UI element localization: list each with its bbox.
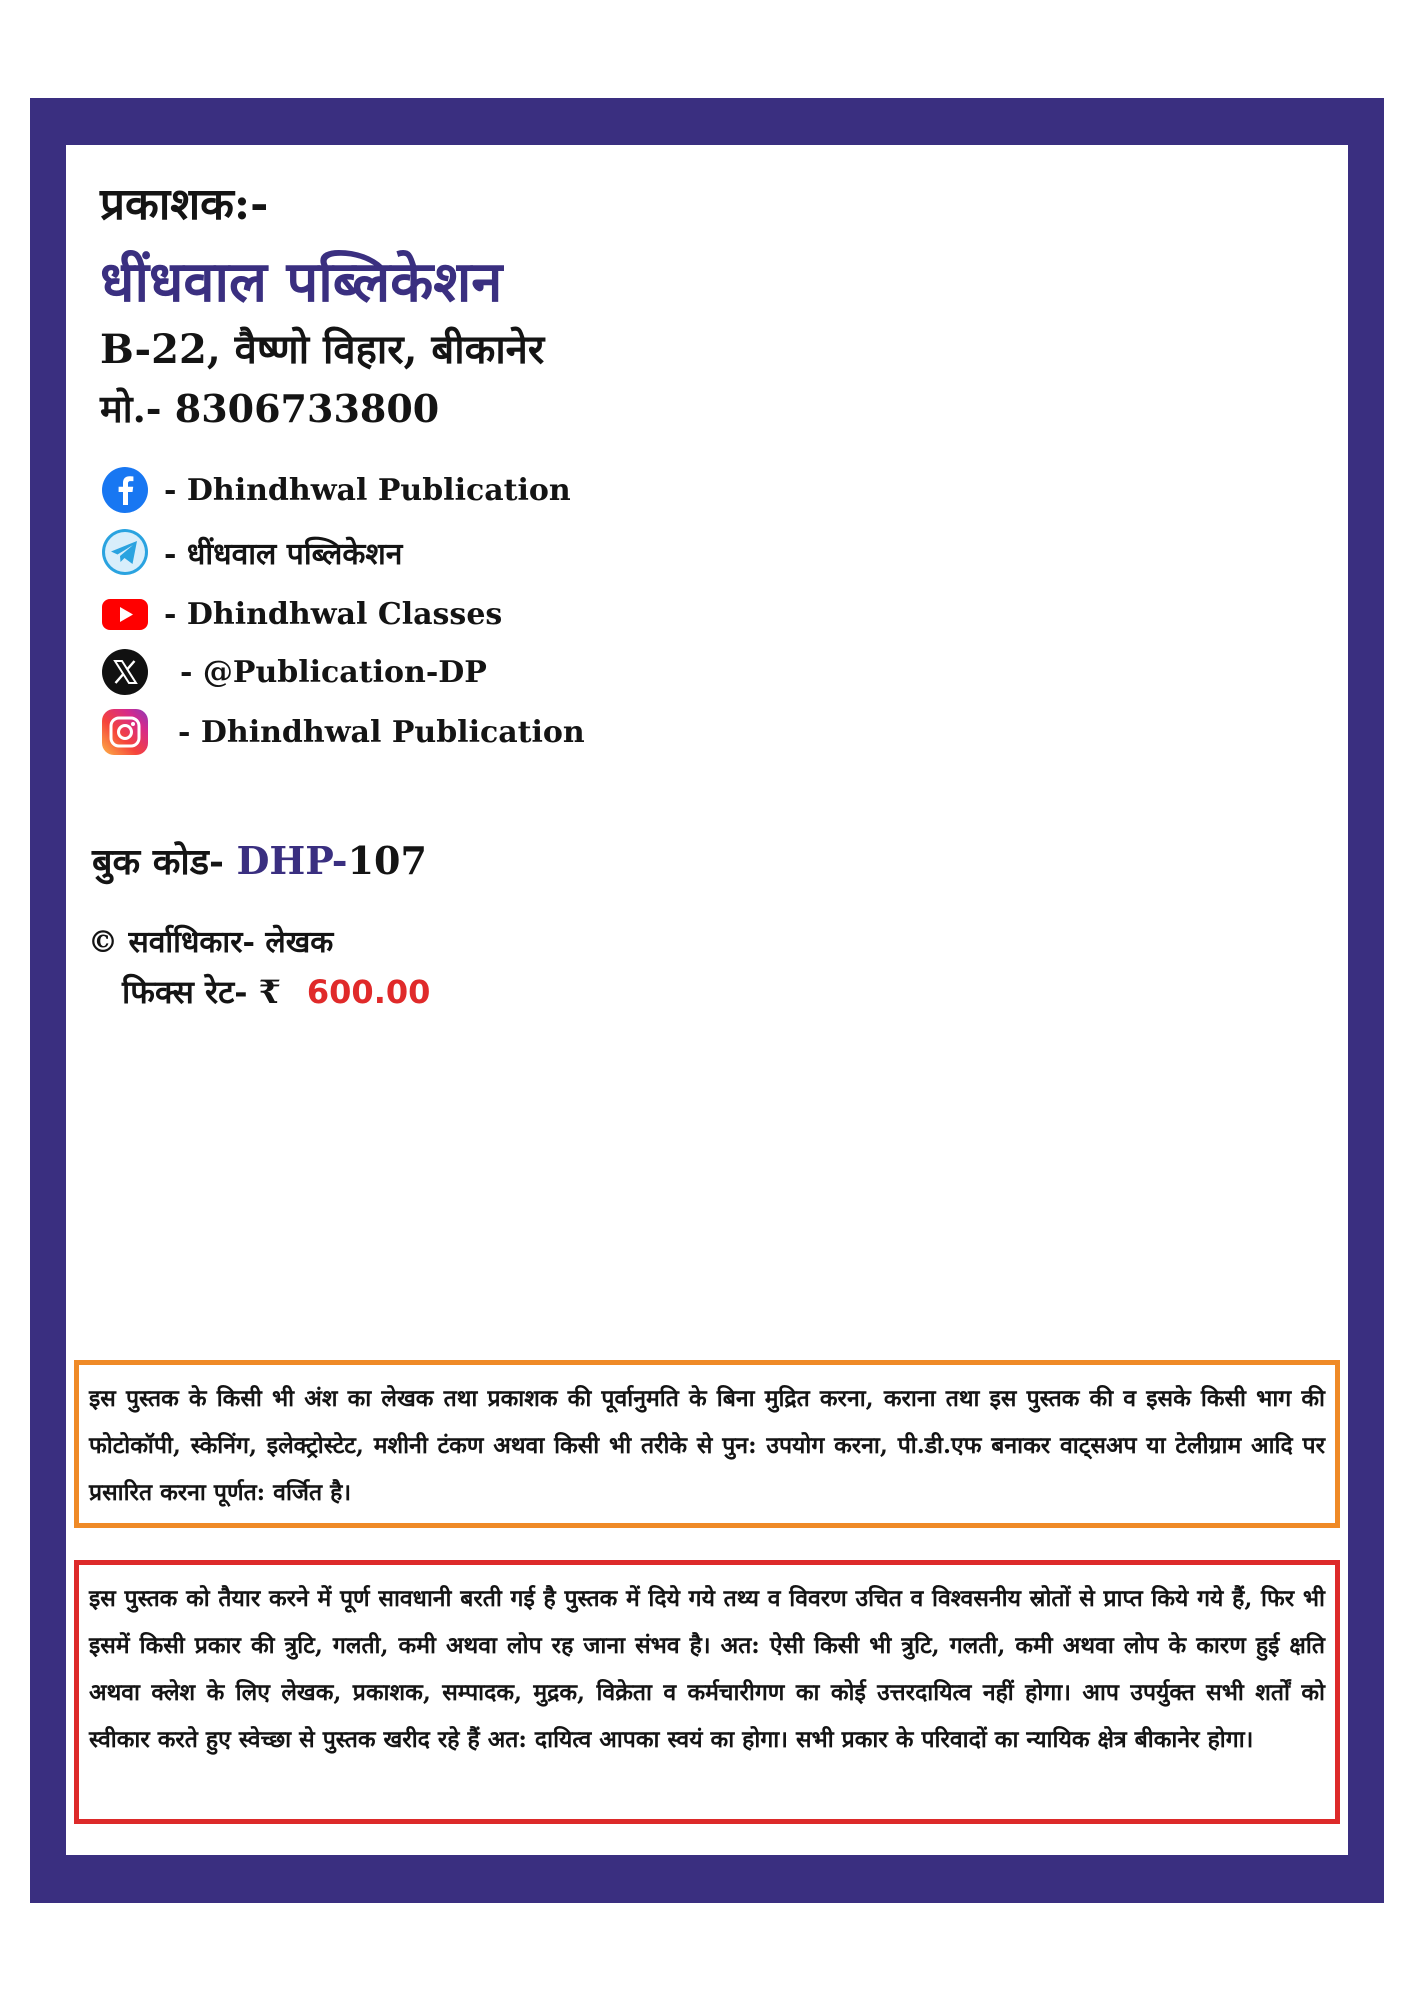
book-code xyxy=(92,836,427,885)
social-instagram[interactable] xyxy=(100,706,585,758)
reproduction-notice: इस पुस्तक के किसी भी अंश का लेखक तथा प्रकाशक की पूर्वानुमति के बिना मुद्रित करना, कराना तथा इस पुस्तक की व इसके किसी भाग की फोटोकॉपी, स्केनिंग, इलेक्ट्रोस्टेट, मशीनी टंकण अथवा किसी भी तरीके से पुन: उपयोग करना, पी.डी.एफ बनाकर वाट्सअप या टेलीग्राम आदि पर प्रसारित करना पूर्णत: वर्जित है। xyxy=(74,1360,1340,1528)
social-telegram[interactable] xyxy=(100,526,402,578)
youtube-icon xyxy=(100,589,150,639)
publisher-mobile: मो.- 8306733800 xyxy=(100,386,440,431)
publisher-address: B-22, वैष्णो विहार, बीकानेर xyxy=(100,326,545,373)
social-facebook-label: - Dhindhwal Publication xyxy=(164,472,571,508)
social-telegram-label: - धींधवाल पब्लिकेशन xyxy=(164,536,403,572)
social-facebook[interactable] xyxy=(100,464,571,516)
book-code-prefix: DHP- xyxy=(236,838,348,883)
social-youtube-label: - Dhindhwal Classes xyxy=(164,596,503,632)
x-icon xyxy=(100,647,150,697)
price-row xyxy=(122,970,430,1013)
price-value: 600.00 xyxy=(306,973,431,1011)
disclaimer-notice: इस पुस्तक को तैयार करने में पूर्ण सावधानी बरती गई है पुस्तक में दिये गये तथ्य व विवरण उचित व विश्वसनीय स्रोतों से प्राप्त किये गये हैं, फिर भी इसमें किसी प्रकार की त्रुटि, गलती, कमी अथवा लोप रह जाना संभव है। अत: ऐसी किसी भी त्रुटि, गलती, कमी अथवा लोप के कारण हुई क्षति अथवा क्लेश के लिए लेखक, प्रकाशक, सम्पादक, मुद्रक, विक्रेता व कर्मचारीगण का कोई उत्तरदायित्व नहीं होगा। आप उपर्युक्त सभी शर्तों को स्वीकार करते हुए स्वेच्छा से पुस्तक खरीद रहे हैं अत: दायित्व आपका स्वयं का होगा। सभी प्रकार के परिवादों का न्यायिक क्षेत्र बीकानेर होगा। xyxy=(74,1560,1340,1824)
telegram-icon xyxy=(100,527,150,577)
price-label: फिक्स रेट- ₹ xyxy=(122,973,281,1011)
book-code-label: बुक कोड- xyxy=(92,841,237,883)
instagram-icon xyxy=(100,707,150,757)
publisher-name: धींधवाल पब्लिकेशन xyxy=(100,249,503,315)
book-code-number: 107 xyxy=(347,838,427,883)
social-instagram-label: - Dhindhwal Publication xyxy=(178,714,585,750)
facebook-icon xyxy=(100,465,150,515)
social-x[interactable] xyxy=(100,646,487,698)
social-x-label: - @Publication-DP xyxy=(180,654,487,690)
social-youtube[interactable] xyxy=(100,588,502,640)
publisher-label: प्रकाशक:- xyxy=(100,179,269,230)
copyright-line: © सर्वाधिकार- लेखक xyxy=(88,925,334,960)
